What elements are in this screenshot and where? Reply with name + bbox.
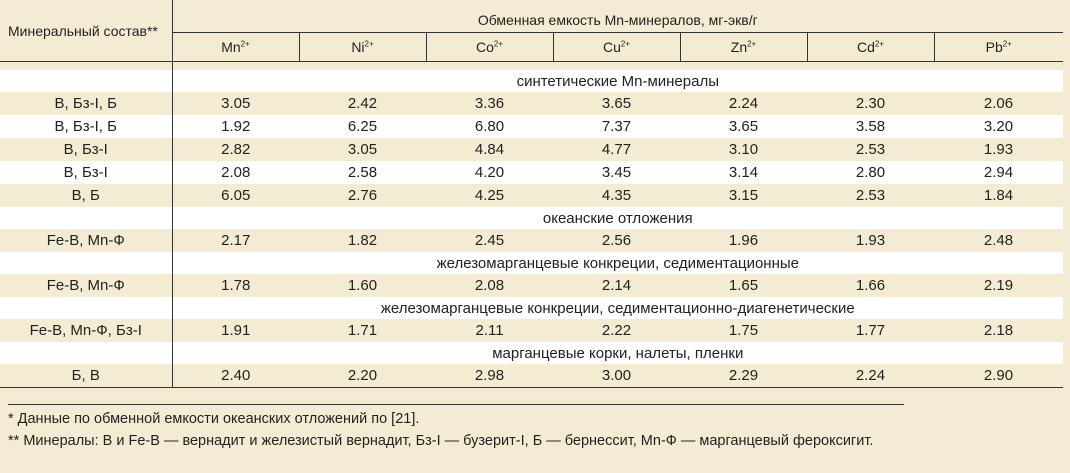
value-cell-co: 2.11 — [475, 322, 504, 339]
value-cell-zn: 1.75 — [728, 322, 759, 339]
table-row — [0, 92, 1063, 115]
value-cell-mn: 1.78 — [221, 277, 251, 294]
section-header-spacer — [0, 70, 172, 92]
value-cell-co: 6.80 — [426, 115, 553, 138]
value-cell-cd: 1.66 — [855, 277, 886, 294]
column-header-mn — [172, 33, 299, 62]
footnote-2: ** Минералы: В и Fe-B — вернадит и железистый вернадит, Бз-I — бузерит-I, Б — бернессит, Mn-Ф — марганцевый ферoксигит. — [8, 433, 874, 449]
group-header: Обменная емкость Mn-минералов, мг-экв/г — [172, 0, 1063, 33]
value-cell-pb: 2.18 — [983, 322, 1014, 339]
value-cell-zn: 3.14 — [680, 161, 807, 184]
value-cell-cu: 4.35 — [601, 187, 632, 204]
value-cell-mn: 6.05 — [221, 187, 251, 204]
charge-superscript: 2+ — [620, 39, 631, 49]
value-cell-pb: 2.90 — [934, 364, 1063, 388]
element-symbol: Cu — [602, 39, 621, 55]
value-cell-ni: 2.42 — [347, 95, 378, 112]
mineral-composition-cell: В, Бз-I, Б — [0, 115, 172, 138]
value-cell-zn: 3.15 — [728, 187, 759, 204]
value-cell-zn: 1.65 — [728, 277, 759, 294]
section-header-spacer — [0, 297, 172, 319]
value-cell-co: 4.20 — [426, 161, 553, 184]
value-cell-mn: 1.92 — [172, 115, 299, 138]
value-cell-cd: 2.53 — [855, 187, 886, 204]
charge-superscript: 2+ — [364, 39, 374, 49]
table-row — [0, 319, 1063, 342]
mineral-composition-cell: Fe-B, Mn-Ф — [0, 274, 172, 297]
value-cell-zn: 1.96 — [728, 232, 759, 249]
element-symbol: Co — [475, 39, 494, 55]
mineral-composition-cell: В, Б — [0, 184, 172, 207]
value-cell-pb: 1.84 — [983, 187, 1014, 204]
mineral-composition-cell: Fe-B, Mn-Ф, Бз-I — [0, 319, 172, 342]
value-cell-ni: 1.71 — [347, 322, 378, 339]
mineral-composition-cell: В, Бз-I — [0, 161, 172, 184]
mineral-composition-cell: В, Бз-I — [0, 138, 172, 161]
footnotes — [8, 404, 904, 452]
value-cell-zn: 2.29 — [680, 364, 807, 388]
column-header-pb — [934, 33, 1063, 62]
charge-superscript: 2+ — [874, 39, 885, 49]
value-cell-ni: 2.76 — [347, 187, 378, 204]
value-cell-pb: 2.94 — [934, 161, 1063, 184]
mineral-composition-cell: В, Бз-I, Б — [0, 92, 172, 115]
value-cell-cu: 4.77 — [601, 141, 632, 158]
table-row — [0, 274, 1063, 297]
value-cell-ni: 1.82 — [347, 232, 378, 249]
column-header-zn — [680, 33, 807, 62]
table-row — [0, 364, 1063, 388]
section-title: железомарганцевые конкреции, седиментационные — [172, 252, 1063, 274]
value-cell-cu: 2.56 — [601, 232, 632, 249]
charge-superscript: 2+ — [493, 39, 504, 49]
value-cell-co: 2.45 — [474, 232, 505, 249]
section-title: синтетические Mn-минералы — [172, 70, 1063, 92]
section-title: океанские отложения — [172, 207, 1063, 229]
value-cell-cu: 3.45 — [553, 161, 680, 184]
mineral-composition-cell: Б, В — [0, 364, 172, 388]
column-header-cu — [553, 33, 680, 62]
value-cell-co: 4.84 — [474, 141, 505, 158]
table-row — [0, 184, 1063, 207]
value-cell-cd: 2.80 — [807, 161, 934, 184]
section-title: железомарганцевые конкреции, седиментационно-диагенетические — [172, 297, 1063, 319]
value-cell-cd: 2.30 — [855, 95, 886, 112]
section-title: марганцевые корки, налеты, пленки — [172, 342, 1063, 364]
value-cell-ni: 1.60 — [347, 277, 378, 294]
table-row — [0, 115, 1063, 138]
table-row — [0, 161, 1063, 184]
value-cell-ni: 2.58 — [299, 161, 426, 184]
section-header-spacer — [0, 252, 172, 274]
value-cell-cu: 3.00 — [553, 364, 680, 388]
charge-superscript: 2+ — [240, 39, 250, 49]
charge-superscript: 2+ — [1002, 39, 1012, 49]
element-symbol: Cd — [856, 39, 875, 55]
footnote-1: * Данные по обменной емкости океанских отложений по [21]. — [8, 411, 420, 427]
value-cell-pb: 2.19 — [983, 277, 1014, 294]
element-symbol: Ni — [351, 39, 365, 55]
section-header-row — [0, 342, 1063, 364]
table-row — [0, 138, 1063, 161]
value-cell-co: 2.08 — [474, 277, 505, 294]
charge-superscript: 2+ — [747, 39, 757, 49]
value-cell-cd: 2.24 — [807, 364, 934, 388]
value-cell-pb: 2.48 — [983, 232, 1014, 249]
column-header-ni — [299, 33, 426, 62]
value-cell-cd: 2.53 — [855, 141, 886, 158]
section-header-spacer — [0, 207, 172, 229]
value-cell-cu: 2.14 — [601, 277, 632, 294]
section-header-spacer — [0, 342, 172, 364]
value-cell-ni: 6.25 — [299, 115, 426, 138]
value-cell-cd: 1.77 — [855, 322, 886, 339]
column-header-cd — [807, 33, 934, 62]
column-header-co — [426, 33, 553, 62]
value-cell-mn: 2.17 — [221, 232, 251, 249]
value-cell-co: 3.36 — [474, 95, 505, 112]
mineral-composition-cell: Fe-B, Mn-Ф — [0, 229, 172, 252]
section-header-row — [0, 70, 1063, 92]
value-cell-zn: 3.10 — [728, 141, 759, 158]
table-body — [0, 62, 1063, 388]
value-cell-pb: 3.20 — [934, 115, 1063, 138]
value-cell-ni: 2.20 — [299, 364, 426, 388]
section-header-row — [0, 252, 1063, 274]
value-cell-mn: 2.08 — [172, 161, 299, 184]
element-symbol: Zn — [730, 39, 748, 55]
value-cell-cu: 7.37 — [553, 115, 680, 138]
value-cell-zn: 2.24 — [728, 95, 759, 112]
section-header-row — [0, 207, 1063, 229]
value-cell-mn: 1.91 — [221, 322, 251, 339]
element-symbol: Pb — [985, 39, 1003, 55]
section-header-row — [0, 297, 1063, 319]
value-cell-mn: 2.40 — [172, 364, 299, 388]
value-cell-pb: 2.06 — [983, 95, 1014, 112]
value-cell-mn: 3.05 — [221, 95, 251, 112]
value-cell-co: 2.98 — [426, 364, 553, 388]
value-cell-cu: 2.22 — [601, 322, 632, 339]
value-cell-mn: 2.82 — [221, 141, 251, 158]
value-cell-cd: 1.93 — [855, 232, 886, 249]
value-cell-cd: 3.58 — [807, 115, 934, 138]
table-row — [0, 229, 1063, 252]
value-cell-ni: 3.05 — [347, 141, 378, 158]
value-cell-zn: 3.65 — [680, 115, 807, 138]
value-cell-cu: 3.65 — [601, 95, 632, 112]
value-cell-pb: 1.93 — [983, 141, 1014, 158]
spacer-row — [0, 62, 1063, 71]
element-symbol: Mn — [221, 39, 241, 55]
value-cell-co: 4.25 — [474, 187, 505, 204]
row-label-header: Минеральный состав** — [0, 0, 172, 62]
